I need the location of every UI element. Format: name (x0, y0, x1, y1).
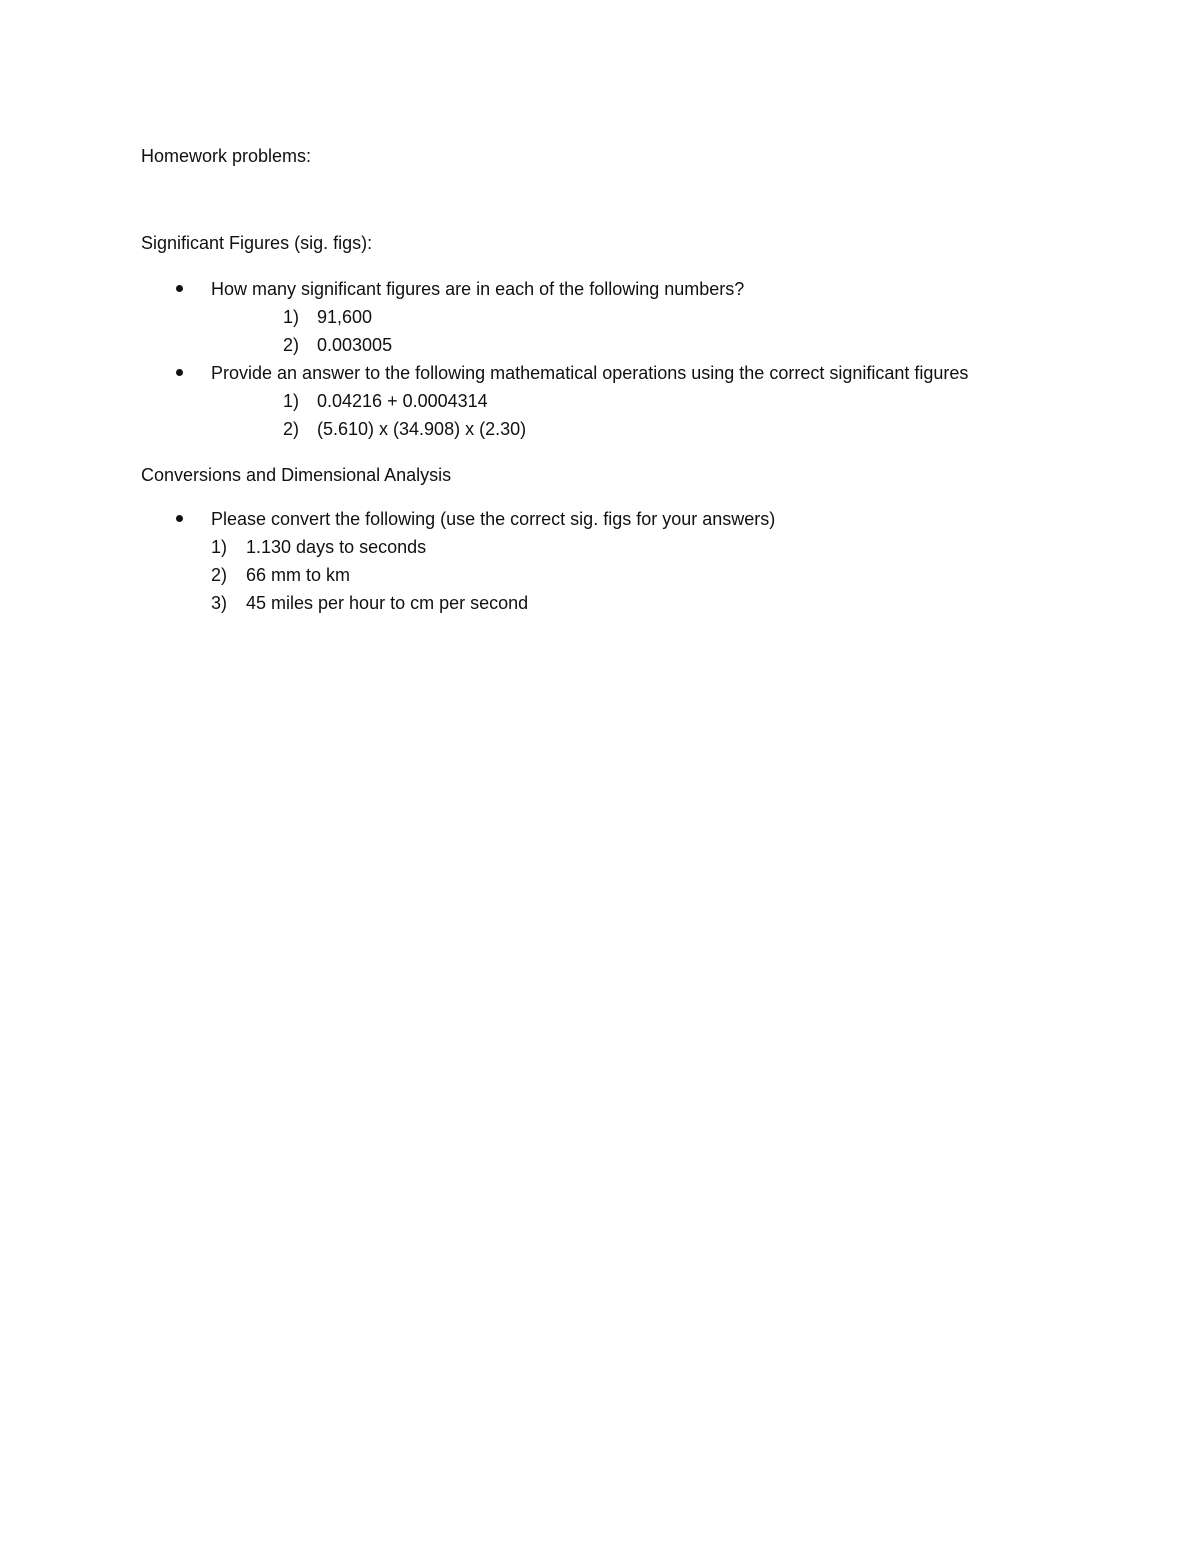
bullet-icon (176, 369, 183, 376)
bullet-text: Provide an answer to the following mathematical operations using the correct significant figures (211, 363, 969, 383)
list-item-number: 2) (211, 565, 228, 585)
list-item: 0.003005 (317, 335, 393, 355)
section-heading-conversions: Conversions and Dimensional Analysis (141, 465, 452, 485)
bullet-text: Please convert the following (use the correct sig. figs for your answers) (211, 509, 776, 529)
list-item-number: 3) (211, 593, 228, 613)
list-item-number: 2) (283, 419, 300, 439)
section-heading-significant-figures: Significant Figures (sig. figs): (141, 233, 373, 253)
bullet-icon (176, 515, 183, 522)
bullet-icon (176, 285, 183, 292)
list-item: 0.04216 + 0.0004314 (317, 391, 488, 411)
document-title: Homework problems: (141, 146, 312, 166)
list-item: (5.610) x (34.908) x (2.30) (317, 419, 527, 439)
list-item: 45 miles per hour to cm per second (246, 593, 529, 613)
list-item: 1.130 days to seconds (246, 537, 427, 557)
list-item: 91,600 (317, 307, 373, 327)
list-item: 66 mm to km (246, 565, 351, 585)
bullet-text: How many significant figures are in each of the following numbers? (211, 279, 745, 299)
list-item-number: 1) (211, 537, 228, 557)
list-item-number: 2) (283, 335, 300, 355)
list-item-number: 1) (283, 391, 300, 411)
list-item-number: 1) (283, 307, 300, 327)
